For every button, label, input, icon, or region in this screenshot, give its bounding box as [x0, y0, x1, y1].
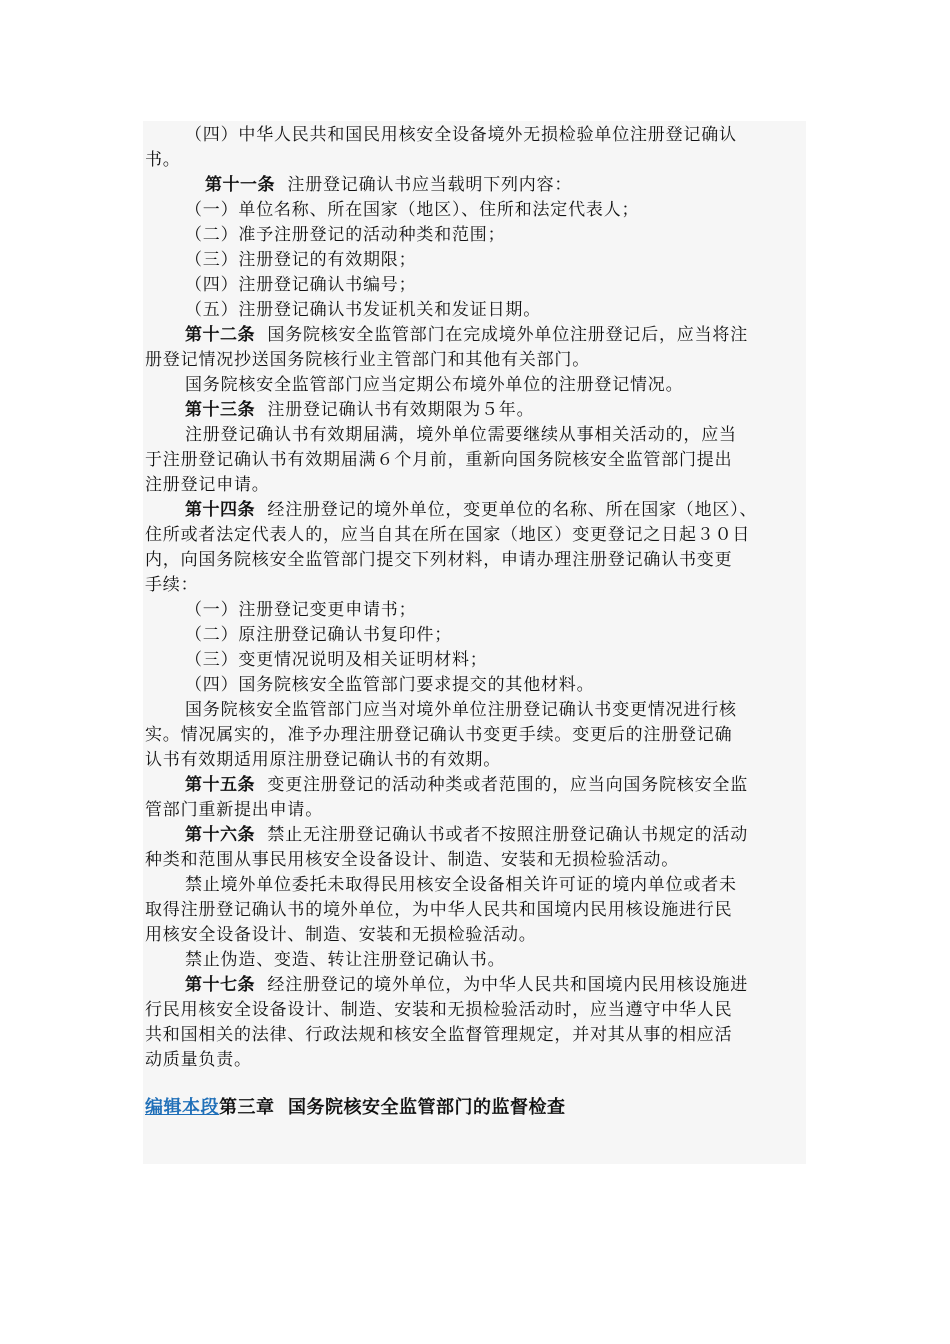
text-line [145, 598, 810, 623]
text-line [145, 173, 810, 198]
line-text: 经注册登记的境外单位，变更单位的名称、所在国家（地区）、 [255, 500, 758, 520]
text-line [145, 498, 810, 523]
text-line [145, 348, 810, 373]
article-number: 第十二条 [185, 325, 255, 345]
article-number: 第十七条 [185, 975, 255, 995]
line-text: 注册登记确认书应当载明下列内容： [275, 175, 573, 195]
line-text: 行民用核安全设备设计、制造、安装和无损检验活动时，应当遵守中华人民 [145, 1000, 733, 1020]
line-text: 于注册登记确认书有效期届满６个月前，重新向国务院核安全监管部门提出 [145, 450, 733, 470]
text-line [145, 823, 810, 848]
text-line [145, 848, 810, 873]
article-number: 第十六条 [185, 825, 255, 845]
line-text: 禁止境外单位委托未取得民用核安全设备相关许可证的境内单位或者未 [185, 875, 737, 895]
text-line [145, 773, 810, 798]
line-text: 注册登记确认书有效期限为５年。 [255, 400, 535, 420]
line-text: 注册登记确认书有效期届满，境外单位需要继续从事相关活动的，应当 [185, 425, 737, 445]
text-line [145, 148, 810, 173]
text-line [145, 873, 810, 898]
text-line [145, 698, 810, 723]
text-line [145, 523, 810, 548]
article-number: 第十三条 [185, 400, 255, 420]
line-text: （五）注册登记确认书发证机关和发证日期。 [185, 300, 541, 320]
line-text: 禁止伪造、变造、转让注册登记确认书。 [185, 950, 506, 970]
text-line [145, 623, 810, 648]
text-line [145, 923, 810, 948]
text-line [145, 298, 810, 323]
line-text: 变更注册登记的活动种类或者范围的，应当向国务院核安全监 [255, 775, 749, 795]
line-text: （一）注册登记变更申请书； [185, 600, 417, 620]
line-text: 内，向国务院核安全监管部门提交下列材料，申请办理注册登记确认书变更 [145, 550, 733, 570]
line-text: （三）注册登记的有效期限； [185, 250, 417, 270]
text-line [145, 948, 810, 973]
line-text: 种类和范围从事民用核安全设备设计、制造、安装和无损检验活动。 [145, 850, 679, 870]
line-text: （三）变更情况说明及相关证明材料； [185, 650, 488, 670]
text-line [145, 573, 810, 598]
line-text: 手续： [145, 575, 199, 595]
text-line [145, 998, 810, 1023]
text-line [145, 123, 810, 148]
text-line [145, 323, 810, 348]
text-line [145, 723, 810, 748]
text-line [145, 223, 810, 248]
text-line [145, 898, 810, 923]
line-text: 用核安全设备设计、制造、安装和无损检验活动。 [145, 925, 537, 945]
text-line [145, 1023, 810, 1048]
line-text: 动质量负责。 [145, 1050, 252, 1070]
text-line [145, 1048, 810, 1073]
line-text: （二）原注册登记确认书复印件； [185, 625, 452, 645]
article-number: 第十五条 [185, 775, 255, 795]
line-text: 认书有效期适用原注册登记确认书的有效期。 [145, 750, 501, 770]
line-text: 管部门重新提出申请。 [145, 800, 323, 820]
line-text: 禁止无注册登记确认书或者不按照注册登记确认书规定的活动 [255, 825, 749, 845]
regulation-text [145, 123, 810, 1073]
line-text: 经注册登记的境外单位，为中华人民共和国境内民用核设施进 [255, 975, 749, 995]
line-text: （一）单位名称、所在国家（地区）、住所和法定代表人； [185, 200, 640, 220]
edit-section-link[interactable]: 编辑本段 [145, 1097, 219, 1118]
line-text: （四）注册登记确认书编号； [185, 275, 417, 295]
line-text: 册登记情况抄送国务院核行业主管部门和其他有关部门。 [145, 350, 590, 370]
line-text: 实。情况属实的，准予办理注册登记确认书变更手续。变更后的注册登记确 [145, 725, 733, 745]
text-line [145, 198, 810, 223]
line-text: 注册登记申请。 [145, 475, 270, 495]
text-line [145, 248, 810, 273]
line-text: 书。 [145, 150, 181, 170]
article-number: 第十一条 [205, 175, 275, 195]
text-line [145, 423, 810, 448]
text-line [145, 398, 810, 423]
document-body [145, 123, 810, 1121]
line-text: 共和国相关的法律、行政法规和核安全监督管理规定，并对其从事的相应活 [145, 1025, 733, 1045]
chapter-heading [145, 1095, 810, 1121]
text-line [145, 798, 810, 823]
text-line [145, 273, 810, 298]
line-text: 国务院核安全监管部门在完成境外单位注册登记后，应当将注 [255, 325, 749, 345]
line-text: 取得注册登记确认书的境外单位，为中华人民共和国境内民用核设施进行民 [145, 900, 733, 920]
article-number: 第十四条 [185, 500, 255, 520]
line-text: （四）国务院核安全监管部门要求提交的其他材料。 [185, 675, 595, 695]
text-line [145, 548, 810, 573]
line-text: （二）准予注册登记的活动种类和范围； [185, 225, 506, 245]
line-text: 住所或者法定代表人的，应当自其在所在国家（地区）变更登记之日起３０日 [145, 525, 751, 545]
text-line [145, 448, 810, 473]
line-text: （四）中华人民共和国民用核安全设备境外无损检验单位注册登记确认 [185, 125, 737, 145]
text-line [145, 748, 810, 773]
text-line [145, 973, 810, 998]
text-line [145, 673, 810, 698]
text-line [145, 373, 810, 398]
line-text: 国务院核安全监管部门应当定期公布境外单位的注册登记情况。 [185, 375, 684, 395]
text-line [145, 648, 810, 673]
text-line [145, 473, 810, 498]
line-text: 国务院核安全监管部门应当对境外单位注册登记确认书变更情况进行核 [185, 700, 737, 720]
chapter-title: 第三章 国务院核安全监管部门的监督检查 [219, 1097, 566, 1118]
